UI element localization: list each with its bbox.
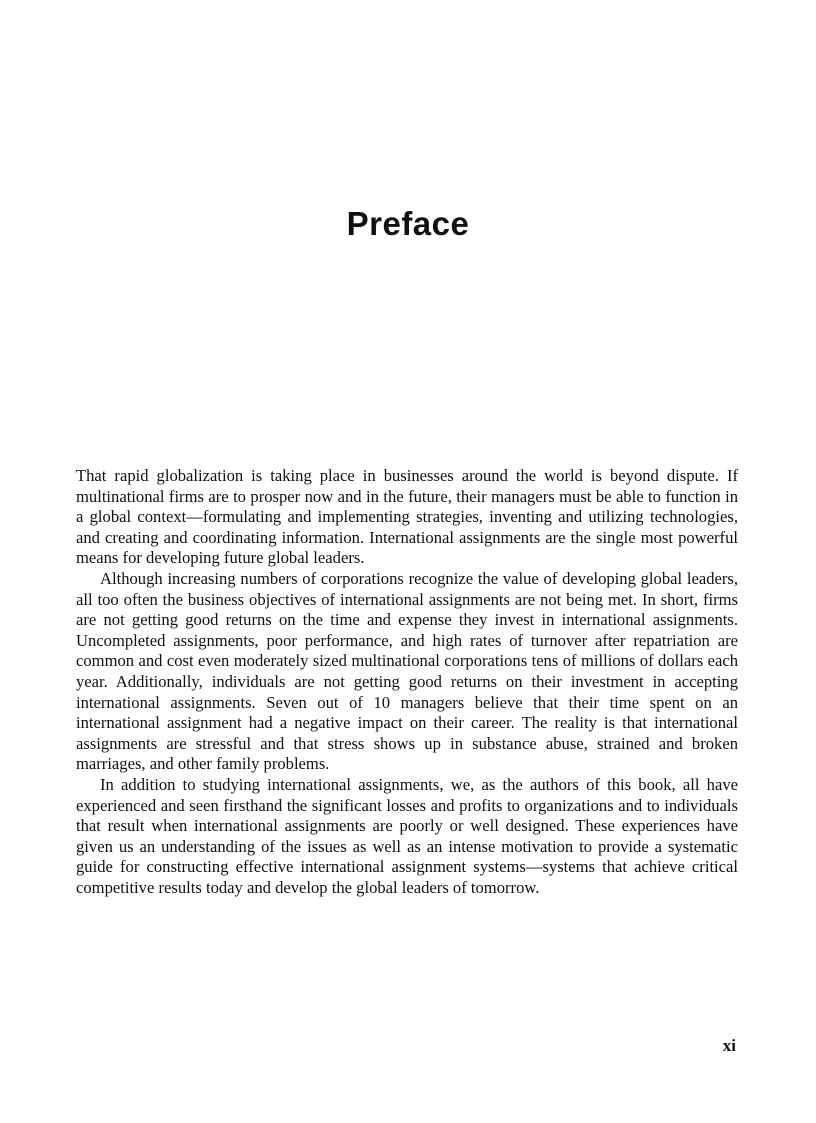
paragraph-2: Although increasing numbers of corporations recognize the value of developing global leaders, all too often the business objectives of international assignments are not being met. In short, firms are not getting good returns on the time and expense they invest in international assignments. Uncompleted assignments, poor performance, and high rates of turnover after repatriation are common and cost even moderately sized multinational corporations tens of millions of dollars each year. Additionally, individuals are not getting good returns on their investment in accepting international assignments. Seven out of 10 managers believe that their time spent on an international assignment had a negative impact on their career. The reality is that international assignments are stressful and that stress shows up in substance abuse, strained and broken marriages, and other family problems.: [76, 568, 738, 774]
page-number: xi: [722, 1036, 736, 1055]
paragraph-1: That rapid globalization is taking place in businesses around the world is beyond dispute. If multinational firms are to prosper now and in the future, their managers must be able to function in a global context—formulating and implementing strategies, inventing and utilizing technologies, and creating and coordinating information. International assignments are the single most powerful means for developing future global leaders.: [76, 466, 738, 568]
page-title: Preface: [346, 205, 470, 242]
paragraph-3: In addition to studying international assignments, we, as the authors of this book, all have experienced and seen firsthand the significant losses and profits to organizations and to individuals that result when international assignments are poorly or well designed. These experiences have given us an understanding of the issues as well as an intense motivation to provide a systematic guide for constructing effective international assignment systems—systems that achieve critical competitive results today and develop the global leaders of tomorrow.: [76, 774, 738, 897]
preface-body: [76, 466, 738, 898]
